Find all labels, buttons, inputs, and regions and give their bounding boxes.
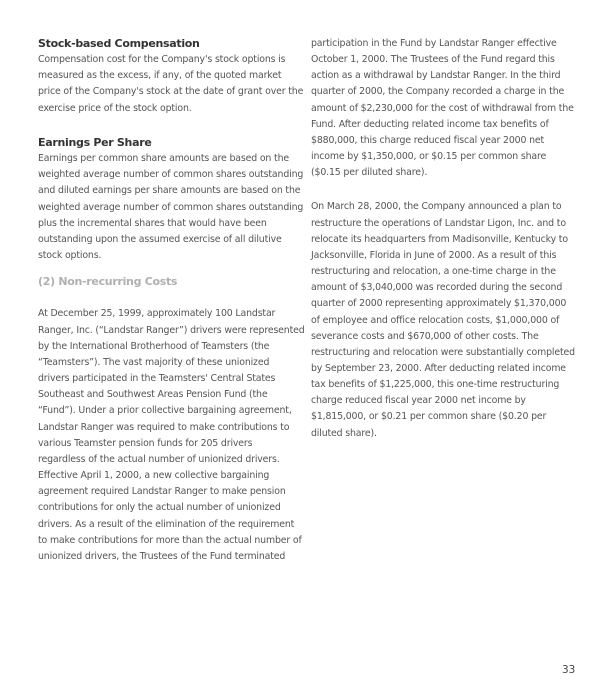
text-line: Landstar Ranger was required to make contributions to	[38, 421, 290, 433]
text-line: weighted average number of common shares outstanding	[38, 169, 304, 181]
text-line: and diluted earnings per share amounts are based on the	[38, 185, 301, 197]
text-line: stock options.	[38, 250, 102, 262]
text-line: plus the incremental shares that would have been	[38, 217, 267, 229]
text-line: unionized drivers, the Trustees of the Fund terminated	[38, 550, 286, 562]
text-line: amount of $3,040,000 was recorded during the second	[311, 282, 563, 294]
section-heading-earnings-per-share: Earnings Per Share	[38, 135, 152, 149]
text-line: At December 25, 1999, approximately 100 Landstar	[38, 308, 276, 320]
text-line: price of the Company's stock at the date of grant over the	[38, 86, 304, 98]
eps-paragraph	[38, 151, 304, 264]
text-line: agreement required Landstar Ranger to make pension	[38, 486, 286, 498]
text-line: Fund. After deducting related income tax benefits of	[311, 118, 549, 130]
text-line: by the International Brotherhood of Teamsters (the	[38, 340, 270, 352]
text-line: Ranger, Inc. (“Landstar Ranger”) drivers were represented	[38, 324, 305, 336]
text-line: quarter of 2000, the Company recorded a charge in the	[311, 86, 565, 98]
text-line: drivers. As a result of the elimination of the requirement	[38, 518, 295, 530]
text-line: $880,000, this charge reduced fiscal year 2000 net	[311, 134, 545, 146]
text-line: On March 28, 2000, the Company announced a plan to	[311, 201, 562, 213]
left-column	[38, 36, 305, 565]
text-line: “Fund”). Under a prior collective bargaining agreement,	[38, 405, 292, 417]
section-heading-stock-based-compensation: Stock-based Compensation	[38, 37, 200, 50]
text-line: various Teamster pension funds for 205 drivers	[38, 437, 253, 449]
text-line: $1,815,000, or $0.21 per common share ($0.20 per	[311, 411, 547, 423]
stock-comp-paragraph	[38, 52, 304, 117]
text-line: restructuring and relocation, a one-time charge in the	[311, 266, 556, 278]
non-recurring-paragraph	[38, 306, 305, 565]
text-line: quarter of 2000 representing approximately $1,370,000	[311, 298, 567, 310]
text-line: to make contributions for more than the actual number of	[38, 534, 302, 546]
text-line: Effective April 1, 2000, a new collective bargaining	[38, 470, 270, 482]
text-line: relocate its headquarters from Madisonville, Kentucky to	[311, 233, 568, 245]
text-line: exercise price of the stock option.	[38, 102, 192, 114]
text-line: measured as the excess, if any, of the quoted market	[38, 70, 282, 82]
text-line: charge reduced fiscal year 2000 net income by	[311, 395, 526, 407]
restructuring-paragraph	[311, 199, 576, 441]
text-line: Compensation cost for the Company's stock options is	[38, 54, 286, 66]
text-line: by September 23, 2000. After deducting related income	[311, 362, 566, 374]
text-line: Jacksonville, Florida in June of 2000. As a result of this	[311, 249, 557, 261]
text-line: regardless of the actual number of unionized drivers.	[38, 453, 280, 465]
page-number: 33	[562, 664, 576, 676]
text-line: “Teamsters”). The vast majority of these unionized	[38, 356, 270, 368]
text-line: tax benefits of $1,225,000, this one-time restructuring	[311, 379, 560, 391]
text-line: contributions for only the actual number of unionized	[38, 502, 281, 514]
text-line: action as a withdrawal by Landstar Ranger. In the third	[311, 70, 561, 82]
text-line: diluted share).	[311, 427, 377, 439]
text-line: amount of $2,230,000 for the cost of withdrawal from the	[311, 102, 574, 114]
text-line: October 1, 2000. The Trustees of the Fund regard this	[311, 54, 555, 66]
right-column	[311, 36, 576, 442]
text-line: participation in the Fund by Landstar Ranger effective	[311, 38, 557, 49]
text-line: weighted average number of common shares outstanding	[38, 201, 304, 213]
withdrawal-paragraph	[311, 36, 576, 181]
text-line: restructuring and relocation were substantially completed	[311, 346, 575, 358]
text-line: severance costs and $670,000 of other costs. The	[311, 330, 539, 342]
text-line: income by $1,350,000, or $0.15 per common share	[311, 151, 547, 163]
section-heading-non-recurring-costs: (2) Non-recurring Costs	[38, 275, 178, 289]
text-line: restructure the operations of Landstar Ligon, Inc. and to	[311, 217, 566, 229]
text-line: outstanding upon the assumed exercise of all dilutive	[38, 233, 282, 245]
text-line: drivers participated in the Teamsters' Central States	[38, 373, 276, 385]
text-line: Southeast and Southwest Areas Pension Fund (the	[38, 389, 268, 401]
text-line: ($0.15 per diluted share).	[311, 167, 428, 179]
text-line: of employee and office relocation costs, $1,000,000 of	[311, 314, 560, 326]
text-line: Earnings per common share amounts are based on the	[38, 153, 289, 165]
